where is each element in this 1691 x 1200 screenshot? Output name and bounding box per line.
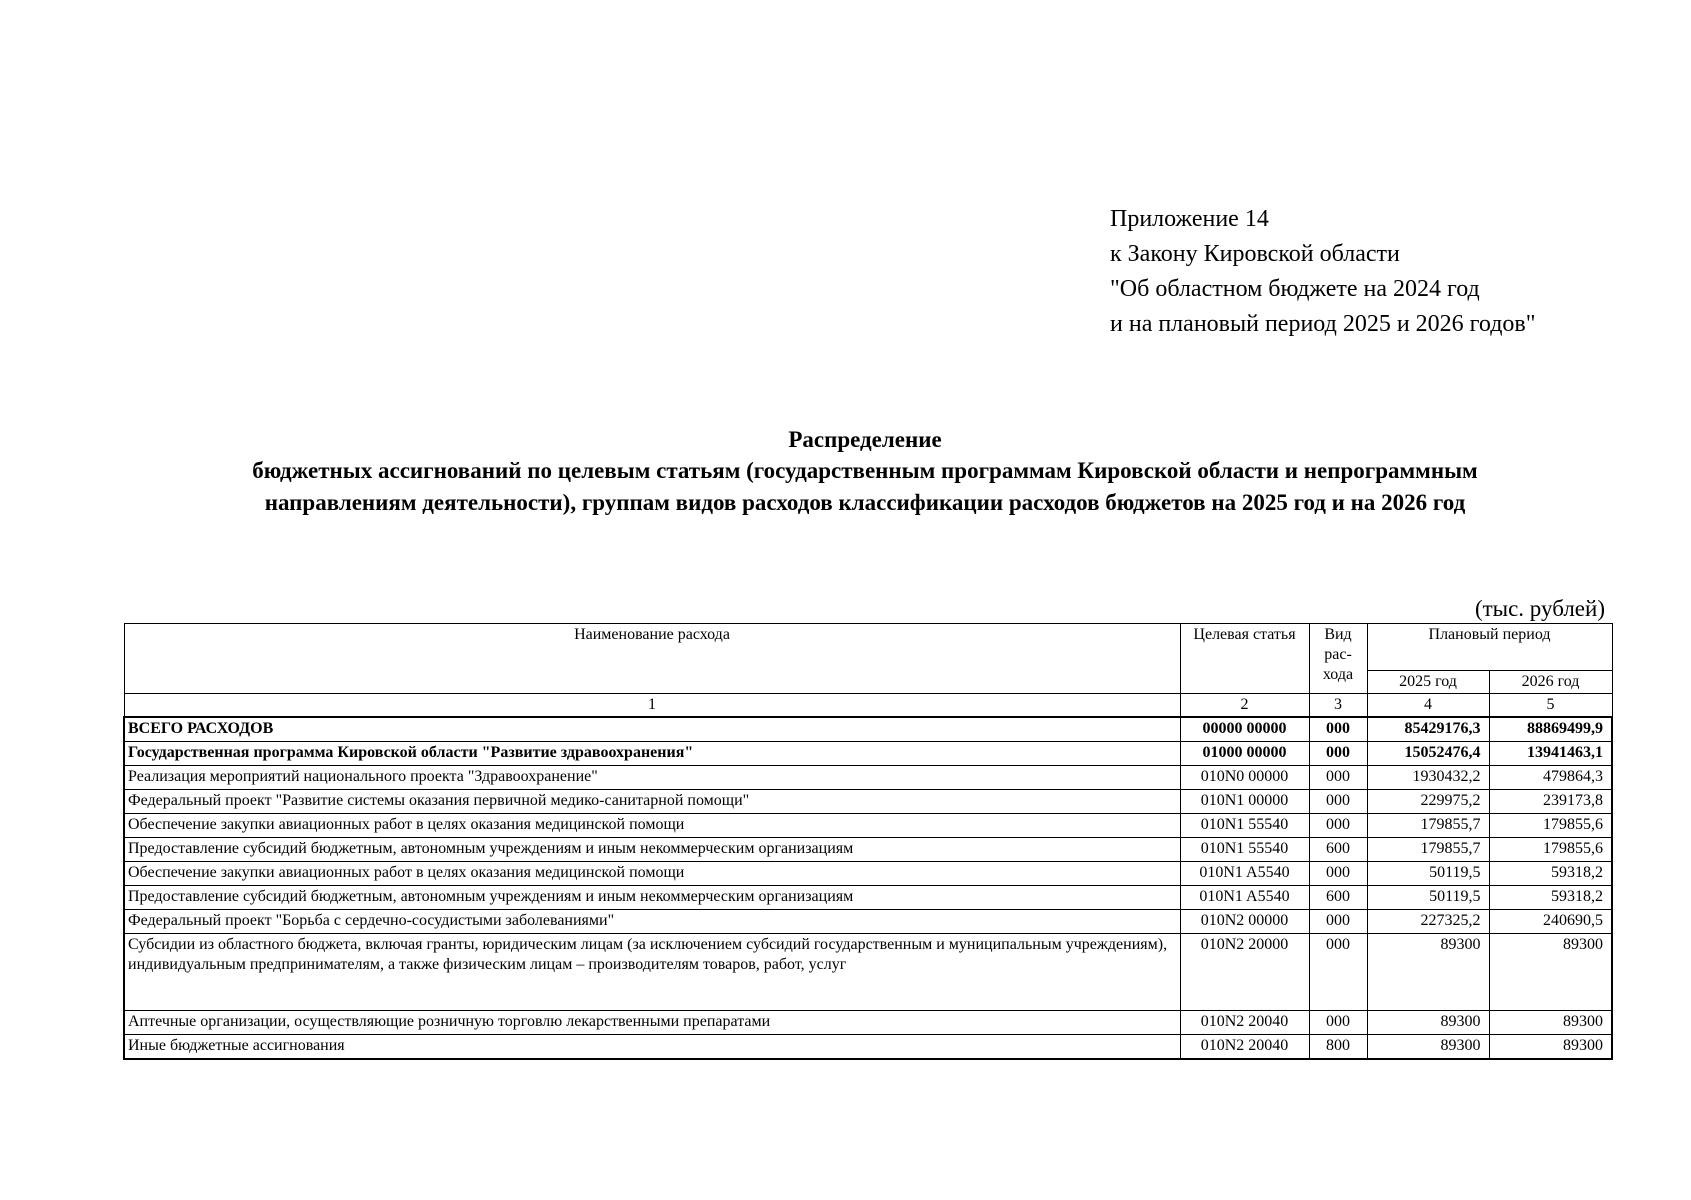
header-target: Целевая статья [1180,624,1309,694]
table-row [124,910,1612,934]
index-cell: 5 [1489,694,1612,718]
cell-2026: 89300 [1489,1035,1612,1060]
cell-vid: 000 [1309,814,1367,838]
cell-2026: 239173,8 [1489,790,1612,814]
table-row [124,862,1612,886]
cell-vid: 000 [1309,934,1367,1011]
cell-2026: 89300 [1489,934,1612,1011]
index-cell: 3 [1309,694,1367,718]
cell-2026: 88869499,9 [1489,717,1612,742]
appendix-line: к Закону Кировской области [1110,241,1400,267]
cell-code: 010N2 20000 [1180,934,1309,1011]
table-row [124,766,1612,790]
cell-name: Реализация мероприятий национального проекта "Здравоохранение" [124,766,1180,790]
header-plan: Плановый период [1367,624,1612,671]
appendix-line: "Об областном бюджете на 2024 год [1110,276,1480,302]
appendix-line: Приложение 14 [1110,206,1269,232]
cell-code: 010N1 A5540 [1180,886,1309,910]
appendix-line: и на плановый период 2025 и 2026 годов" [1110,311,1536,337]
title-line: бюджетных ассигнований по целевым статьям (государственным программам Кировской области и непрограммным [252,458,1478,483]
table-row [124,934,1612,1011]
cell-vid: 800 [1309,1035,1367,1060]
cell-vid: 000 [1309,862,1367,886]
cell-vid: 000 [1309,766,1367,790]
cell-code: 010N2 20040 [1180,1011,1309,1035]
table-row [124,838,1612,862]
table-row [124,1035,1612,1060]
cell-code: 010N1 00000 [1180,790,1309,814]
cell-vid: 600 [1309,838,1367,862]
cell-2025: 1930432,2 [1367,766,1489,790]
units-label: (тыс. рублей) [1474,596,1605,621]
cell-2025: 179855,7 [1367,838,1489,862]
title-main: Распределение [788,427,942,452]
header-2026: 2026 год [1489,671,1612,694]
cell-2025: 179855,7 [1367,814,1489,838]
header-2025: 2025 год [1367,671,1489,694]
document-title [120,425,1610,519]
cell-2026: 479864,3 [1489,766,1612,790]
cell-code: 00000 00000 [1180,717,1309,742]
cell-code: 010N1 A5540 [1180,862,1309,886]
cell-vid: 600 [1309,886,1367,910]
cell-2026: 59318,2 [1489,862,1612,886]
cell-2026: 240690,5 [1489,910,1612,934]
cell-2026: 89300 [1489,1011,1612,1035]
cell-vid: 000 [1309,717,1367,742]
index-cell: 4 [1367,694,1489,718]
cell-2025: 229975,2 [1367,790,1489,814]
cell-name: Предоставление субсидий бюджетным, автономным учреждениям и иным некоммерческим организациям [124,886,1180,910]
cell-2025: 50119,5 [1367,862,1489,886]
cell-2026: 179855,6 [1489,814,1612,838]
table-row [124,742,1612,766]
budget-table [123,623,1613,1060]
cell-code: 010N0 00000 [1180,766,1309,790]
header-vid: Вид рас-хода [1309,624,1367,694]
cell-2025: 227325,2 [1367,910,1489,934]
cell-2025: 89300 [1367,1035,1489,1060]
cell-vid: 000 [1309,1011,1367,1035]
table-row [124,717,1612,742]
cell-name: Обеспечение закупки авиационных работ в целях оказания медицинской помощи [124,814,1180,838]
cell-vid: 000 [1309,910,1367,934]
table-row [124,790,1612,814]
cell-name: Государственная программа Кировской области "Развитие здравоохранения" [124,742,1180,766]
cell-name: ВСЕГО РАСХОДОВ [124,717,1180,742]
header-name: Наименование расхода [124,624,1180,694]
cell-name: Федеральный проект "Развитие системы оказания первичной медико-санитарной помощи" [124,790,1180,814]
cell-vid: 000 [1309,742,1367,766]
cell-code: 01000 00000 [1180,742,1309,766]
cell-2026: 13941463,1 [1489,742,1612,766]
cell-2026: 179855,6 [1489,838,1612,862]
cell-2025: 85429176,3 [1367,717,1489,742]
cell-code: 010N2 20040 [1180,1035,1309,1060]
cell-2025: 50119,5 [1367,886,1489,910]
cell-code: 010N1 55540 [1180,814,1309,838]
index-cell: 2 [1180,694,1309,718]
cell-name: Федеральный проект "Борьба с сердечно-сосудистыми заболеваниями" [124,910,1180,934]
cell-2026: 59318,2 [1489,886,1612,910]
cell-code: 010N2 00000 [1180,910,1309,934]
title-line: направлениям деятельности), группам видов расходов классификации расходов бюджетов на 2025 год и на 2026 год [264,490,1466,515]
table-row [124,886,1612,910]
cell-2025: 89300 [1367,934,1489,1011]
cell-name: Иные бюджетные ассигнования [124,1035,1180,1060]
cell-2025: 15052476,4 [1367,742,1489,766]
cell-vid: 000 [1309,790,1367,814]
cell-name: Обеспечение закупки авиационных работ в целях оказания медицинской помощи [124,862,1180,886]
table-row [124,814,1612,838]
cell-code: 010N1 55540 [1180,838,1309,862]
cell-2025: 89300 [1367,1011,1489,1035]
index-cell: 1 [124,694,1180,718]
table-row [124,1011,1612,1035]
appendix-header [1110,202,1650,342]
cell-name: Аптечные организации, осуществляющие розничную торговлю лекарственными препаратами [124,1011,1180,1035]
cell-name: Субсидии из областного бюджета, включая гранты, юридическим лицам (за исключением субсидий государственным и муниципальным учреждениям), индивидуальным предпринимателям, а также физическим лицам – производителям товаров, работ, услуг [124,934,1180,1011]
cell-name: Предоставление субсидий бюджетным, автономным учреждениям и иным некоммерческим организациям [124,838,1180,862]
